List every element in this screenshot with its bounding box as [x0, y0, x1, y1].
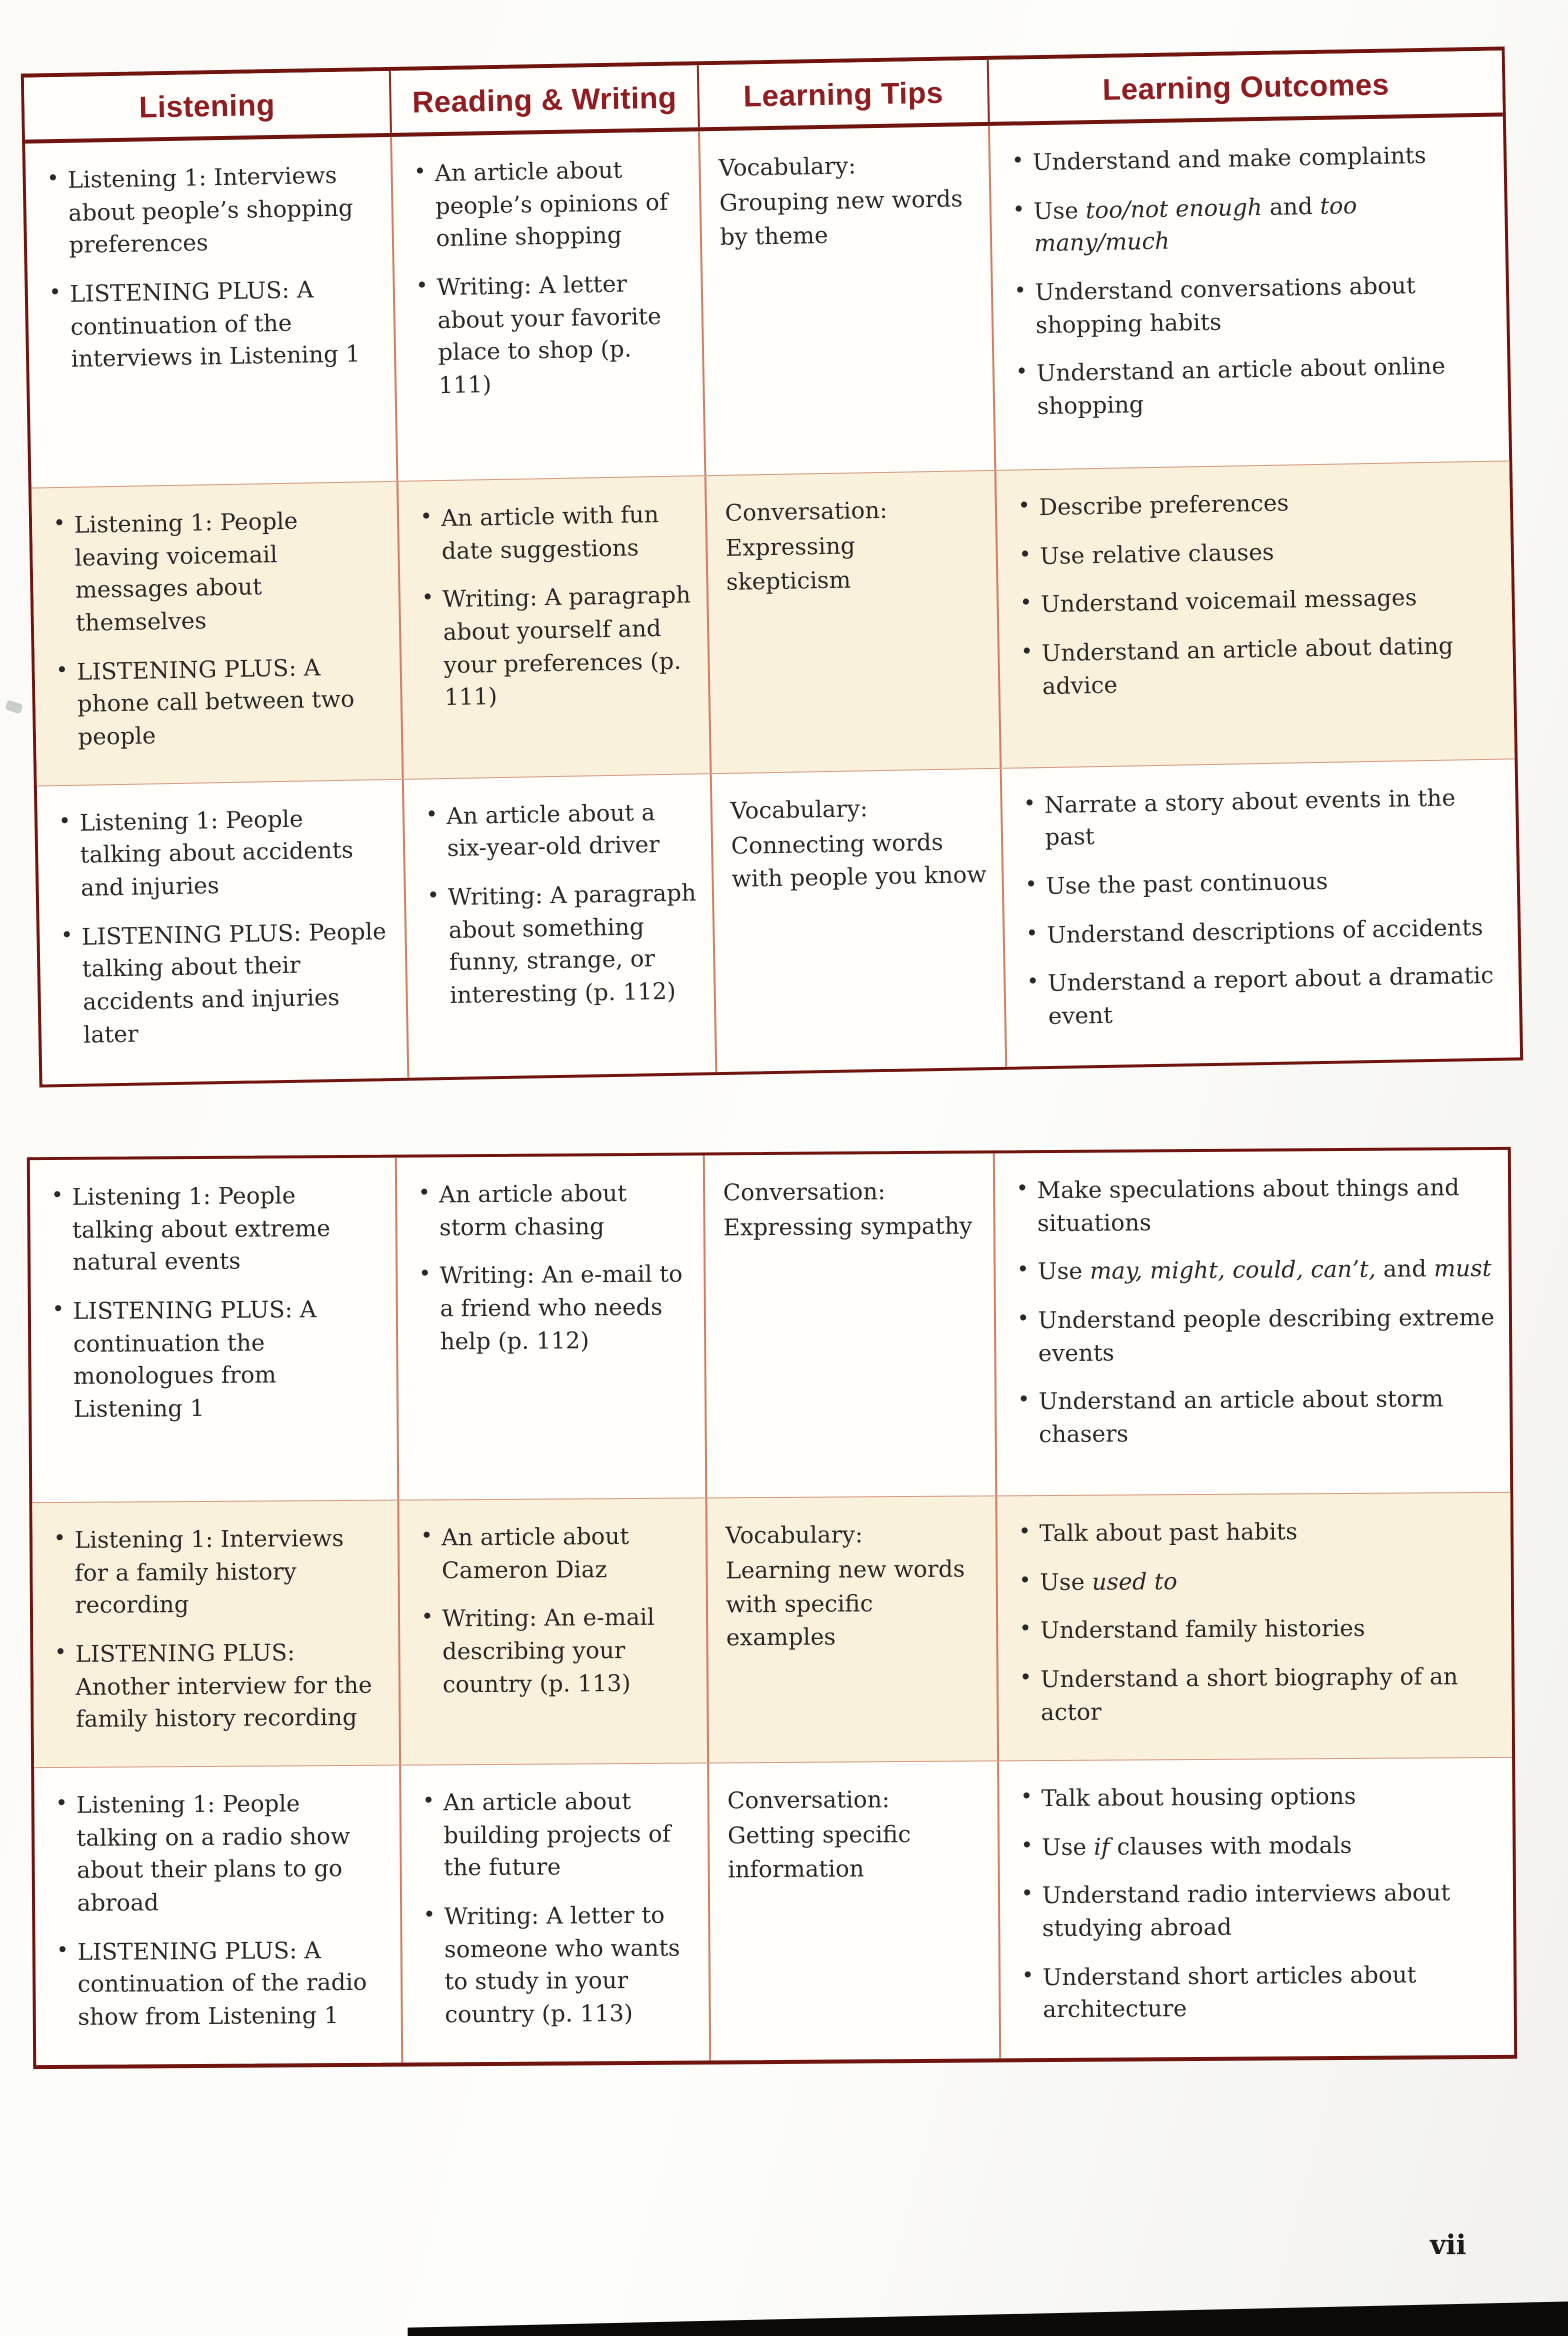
bullet-item: • LISTENING PLUS: A continuation the monologues from Listening 1 [49, 1294, 383, 1427]
bullet-item: • Understand an article about online shopping [1012, 350, 1494, 424]
reading-writing-cell [397, 1498, 707, 1764]
bullet-item: • Understand voicemail messages [1016, 581, 1498, 622]
bullet-item: • Understand and make complaints [1008, 139, 1490, 180]
listening-cell [25, 137, 396, 488]
scan-edge-bar [0, 2294, 1568, 2336]
table-body-top [25, 117, 1520, 1085]
bullet-item: • Use if clauses with modals [1018, 1829, 1499, 1865]
page-number: vii [1430, 2230, 1467, 2261]
tip-description: Learning new words with specific examples [725, 1556, 965, 1652]
tip-category-label: Vocabulary: [718, 153, 857, 182]
tip-category-label: Conversation: [727, 1787, 890, 1815]
learning-outcomes-list [1015, 1515, 1497, 1730]
reading-writing-list [422, 796, 700, 1013]
learning-outcomes-cell [994, 461, 1514, 767]
bullet-item: • An article with fun date suggestions [417, 498, 692, 568]
listening-list [52, 1788, 387, 2035]
bullet-item: • LISTENING PLUS: Another interview for the family history recording [51, 1637, 385, 1737]
bullet-item: • An article about people’s opinions of online shopping [410, 154, 686, 257]
tip-description: Expressing skepticism [725, 533, 856, 596]
learning-outcomes-cell [988, 117, 1509, 470]
bullet-item: • LISTENING PLUS: People talking about their accidents and injuries later [57, 916, 392, 1053]
learning-tips-cell [705, 1496, 997, 1762]
reading-writing-list [417, 498, 695, 715]
bullet-item: • Use the past continuous [1022, 863, 1504, 904]
bullet-item: • LISTENING PLUS: A continuation of the radio show from Listening 1 [53, 1934, 387, 2034]
tip-category-label: Vocabulary: [725, 1522, 863, 1550]
bullet-item: • An article about building projects of the future [419, 1785, 694, 1885]
bullet-item: • Writing: A letter to someone who wants to study in your country (p. 113) [420, 1899, 695, 2032]
bullet-item: • Listening 1: Interviews for a family history recording [50, 1523, 384, 1623]
bullet-item: • Listening 1: People talking about accidents and injuries [55, 802, 390, 906]
bullet-item: • LISTENING PLUS: A continuation of the interviews in Listening 1 [46, 273, 381, 377]
tip-description: Grouping new words by theme [719, 186, 963, 251]
bullet-item: • Writing: A letter about your favorite place to shop (p. 111) [413, 267, 689, 403]
reading-writing-list [410, 154, 688, 404]
tip-category-label: Vocabulary: [730, 795, 868, 825]
bullet-item: • An article about a six-year-old driver [422, 796, 697, 866]
bullet-item: • Narrate a story about events in the past [1020, 781, 1502, 855]
bullet-item: • Understand an article about dating advice [1017, 630, 1499, 704]
reading-writing-cell [390, 131, 704, 481]
bullet-item: • Understand short articles about architecture [1018, 1958, 1499, 2027]
bullet-item: • Understand a report about a dramatic event [1023, 960, 1505, 1034]
syllabus-table-top [21, 46, 1523, 1087]
bullet-item: • Understand descriptions of accidents [1023, 911, 1505, 952]
reading-writing-cell [402, 774, 715, 1078]
reading-writing-list [417, 1521, 692, 1702]
learning-tips-cell [704, 471, 999, 773]
reading-writing-list [415, 1178, 690, 1359]
listening-cell [31, 482, 401, 785]
bullet-item: • Listening 1: Interviews about people’s shopping preferences [44, 159, 379, 263]
listening-list [50, 1523, 384, 1737]
bullet-item: • Understand a short biography of an actor [1016, 1661, 1497, 1730]
reading-writing-list [419, 1785, 695, 2032]
bullet-item: • Talk about housing options [1017, 1780, 1498, 1816]
learning-outcomes-list [1015, 484, 1500, 704]
learning-outcomes-cell [995, 1493, 1512, 1761]
bullet-item: • Understand conversations about shopping habits [1011, 269, 1493, 343]
bullet-item: • Writing: A paragraph about something funny, strange, or interesting (p. 112) [424, 877, 700, 1013]
syllabus-row [34, 1757, 1514, 2065]
listening-list [55, 802, 392, 1053]
tip-category-label: Conversation: [724, 497, 888, 527]
learning-tips-cell [710, 768, 1005, 1071]
bullet-item: • An article about Cameron Diaz [417, 1521, 691, 1588]
bullet-item: • Use relative clauses [1016, 532, 1498, 573]
bullet-item: • Listening 1: People talking about extreme natural events [48, 1180, 382, 1280]
learning-tips-cell [703, 1153, 995, 1497]
column-header-reading-writing: Reading & Writing [389, 65, 698, 133]
bullet-item: • An article about storm chasing [415, 1178, 689, 1245]
tip-description: Connecting words with people you know [730, 829, 987, 894]
reading-writing-cell [395, 1155, 705, 1499]
learning-outcomes-list [1013, 1172, 1496, 1452]
listening-list [44, 159, 381, 377]
learning-outcomes-cell [1000, 759, 1520, 1066]
bullet-item: • Talk about past habits [1015, 1515, 1496, 1551]
bullet-item: • Understand radio interviews about studying abroad [1018, 1877, 1499, 1946]
learning-outcomes-list [1020, 781, 1505, 1034]
tip-category-label: Conversation: [723, 1179, 886, 1207]
bullet-item: • Use too/not enough and too many/much [1009, 187, 1491, 261]
listening-cell [34, 1766, 401, 2065]
margin-smudge [5, 700, 23, 714]
column-header-listening: Listening [138, 89, 276, 125]
bullet-item: • Listening 1: People talking on a radio show about their plans to go abroad [52, 1788, 386, 1921]
syllabus-row [37, 758, 1520, 1084]
column-header-learning-tips: Learning Tips [697, 60, 988, 127]
bullet-item: • Writing: An e-mail describing your country (p. 113) [418, 1602, 693, 1702]
syllabus-table-bottom [27, 1147, 1517, 2069]
learning-outcomes-cell [993, 1150, 1510, 1496]
bullet-item: • Use may, might, could, can’t, and must [1014, 1253, 1495, 1289]
table-body-bottom [30, 1150, 1514, 2065]
reading-writing-cell [396, 476, 709, 778]
learning-outcomes-cell [997, 1758, 1514, 2058]
bullet-item: • Use used to [1016, 1564, 1497, 1600]
tip-description: Expressing sympathy [723, 1213, 973, 1242]
learning-outcomes-list [1017, 1780, 1500, 2027]
column-header-learning-outcomes: Learning Outcomes [987, 51, 1503, 122]
bullet-item: • Listening 1: People leaving voicemail messages about themselves [50, 504, 385, 641]
tip-description: Getting specific information [727, 1822, 911, 1883]
listening-cell [30, 1158, 397, 1503]
syllabus-row [32, 1492, 1512, 1767]
bullet-item: • Describe preferences [1015, 484, 1497, 525]
listening-cell [32, 1501, 399, 1767]
learning-tips-cell [707, 1761, 999, 2060]
listening-list [48, 1180, 383, 1427]
syllabus-row [30, 1150, 1510, 1502]
listening-list [50, 504, 387, 755]
bullet-item: • Make speculations about things and situations [1013, 1172, 1494, 1241]
syllabus-row [25, 117, 1509, 488]
bullet-item: • Understand family histories [1016, 1612, 1497, 1648]
syllabus-row [31, 460, 1514, 785]
bullet-item: • Understand an article about storm chasers [1014, 1383, 1495, 1452]
bullet-item: • LISTENING PLUS: A phone call between two people [53, 651, 388, 755]
listening-cell [37, 779, 407, 1084]
learning-outcomes-list [1008, 139, 1494, 424]
bullet-item: • Writing: An e-mail to a friend who needs help (p. 112) [416, 1259, 691, 1359]
learning-tips-cell [698, 126, 994, 475]
reading-writing-cell [399, 1763, 709, 2062]
bullet-item: • Understand people describing extreme events [1014, 1302, 1495, 1371]
bullet-item: • Writing: A paragraph about yourself and your preferences (p. 111) [418, 580, 694, 716]
